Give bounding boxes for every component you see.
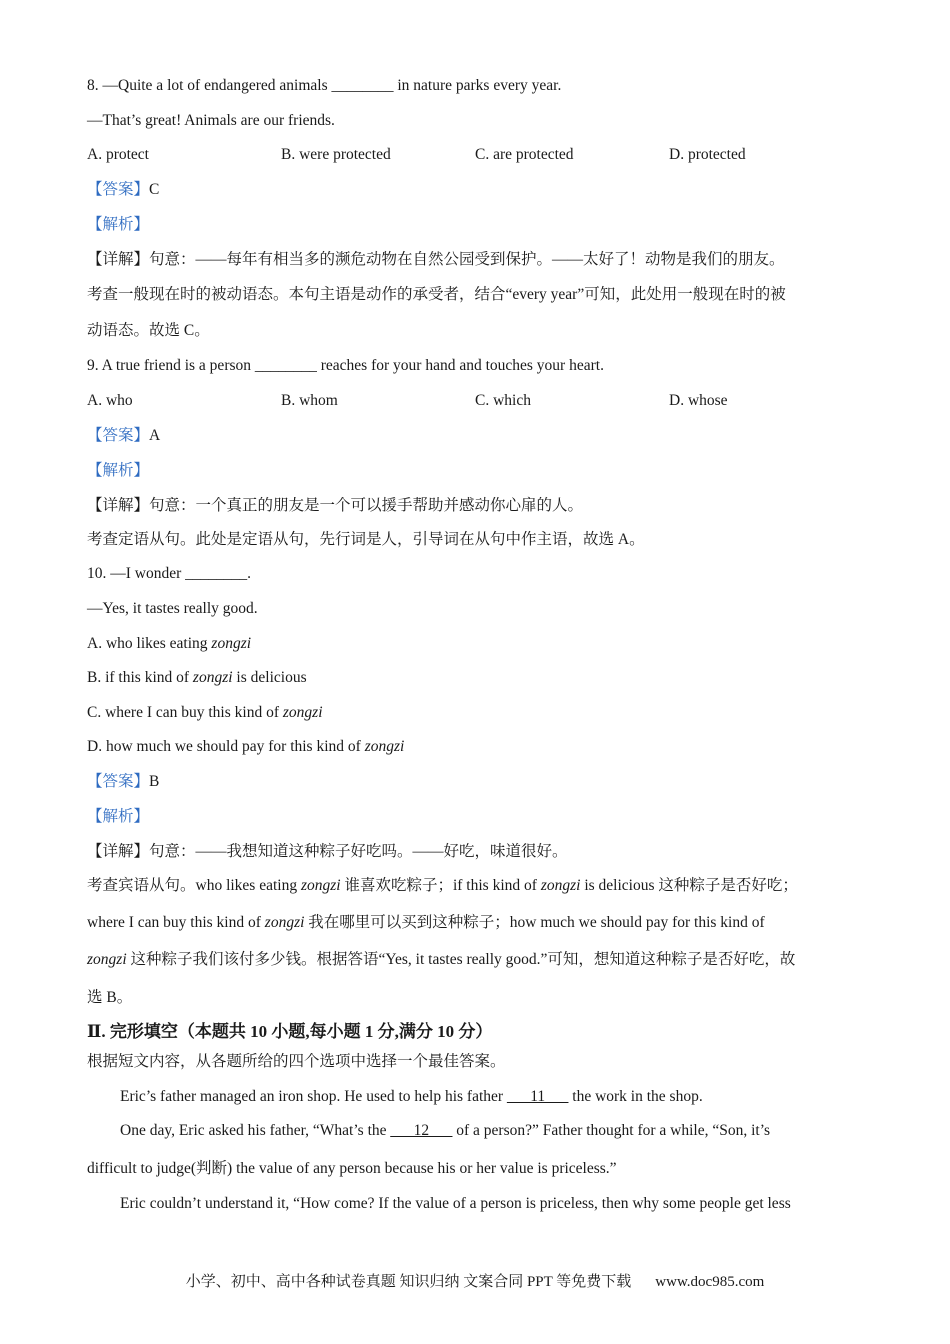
q10-option-d	[87, 737, 404, 757]
q9-stem: 9. A true friend is a person ________ reaches for your hand and touches your heart.	[87, 357, 604, 374]
q9-option-b: B. whom	[281, 392, 338, 409]
passage-text: the work in the shop.	[568, 1088, 703, 1105]
detail-text: 句意：一个真正的朋友是一个可以援手帮助并感动你心扉的人。	[149, 497, 584, 514]
q10-option-c	[87, 703, 323, 723]
option-italic: zongzi	[192, 669, 233, 686]
explain-italic: zongzi	[300, 877, 341, 894]
explain-text: 我在哪里可以买到这种粽子；how much we should pay for this kind of	[304, 914, 765, 931]
q9-answer	[87, 426, 160, 446]
q10-detail	[87, 842, 568, 862]
option-text: is delicious	[232, 669, 307, 686]
q8-option-a: A. protect	[87, 146, 149, 163]
q9-option-c: C. which	[475, 392, 531, 409]
footer-url[interactable]: www.doc985.com	[655, 1274, 765, 1290]
explain-text: where I can buy this kind of	[87, 914, 265, 931]
footer-text: 小学、初中、高中各种试卷真题 知识归纳 文案合同 PPT 等免费下载	[185, 1274, 632, 1290]
q8-analysis-tag: 【解析】	[87, 216, 150, 233]
q9-analysis-tag: 【解析】	[87, 462, 150, 479]
option-text: B. if this kind of	[87, 669, 193, 686]
q8-option-d: D. protected	[669, 146, 746, 163]
passage-text: Eric’s father managed an iron shop. He used to help his father	[120, 1088, 507, 1105]
q10-reply: —Yes, it tastes really good.	[87, 600, 258, 617]
passage-paragraph-2	[120, 1121, 770, 1141]
detail-text: 句意：——每年有相当多的濒危动物在自然公园受到保护。——太好了！动物是我们的朋友。	[149, 251, 785, 268]
explain-text: is delicious 这种粽子是否好吃；	[580, 877, 798, 894]
answer-value: C	[149, 181, 160, 198]
detail-text: 句意：——我想知道这种粽子好吃吗。——好吃，味道很好。	[149, 843, 568, 860]
option-italic: zongzi	[364, 738, 405, 755]
q8-explain-line2: 动语态。故选 C。	[87, 322, 210, 339]
q10-stem: 10. —I wonder ________.	[87, 565, 252, 582]
q9-explain-line1: 考查定语从句。此处是定语从句，先行词是人，引导词在从句中作主语，故选 A。	[87, 531, 645, 548]
q10-explain-line4: 选 B。	[87, 989, 133, 1006]
q10-option-a	[87, 634, 251, 654]
q9-option-d: D. whose	[669, 392, 728, 409]
explain-text: 这种粽子我们该付多少钱。根据答语“Yes, it tastes really good.”可知，想知道这种粽子是否好吃，故	[126, 951, 796, 968]
section-instruction: 根据短文内容，从各题所给的四个选项中选择一个最佳答案。	[87, 1053, 506, 1070]
answer-tag: 【答案】	[87, 427, 150, 444]
section-title: Ⅱ. 完形填空（本题共 10 小题,每小题 1 分,满分 10 分）	[87, 1022, 493, 1041]
blank-12: ___12___	[390, 1122, 453, 1139]
explain-italic: zongzi	[87, 951, 127, 968]
answer-tag: 【答案】	[87, 181, 150, 198]
q8-explain-line1: 考查一般现在时的被动语态。本句主语是动作的承受者，结合“every year”可知，此处用一般现在时的被	[87, 286, 786, 303]
passage-paragraph-3: Eric couldn’t understand it, “How come? If the value of a person is priceless, then why some people get less	[120, 1195, 791, 1212]
option-text: D. how much we should pay for this kind of	[87, 738, 365, 755]
passage-text: One day, Eric asked his father, “What’s the	[120, 1122, 391, 1139]
q8-detail	[87, 250, 785, 270]
q10-option-b	[87, 668, 307, 688]
detail-tag: 【详解】	[87, 497, 150, 514]
q10-analysis-tag: 【解析】	[87, 808, 150, 825]
q8-answer	[87, 180, 159, 200]
q8-option-c: C. are protected	[475, 146, 574, 163]
answer-tag: 【答案】	[87, 773, 150, 790]
passage-text: of a person?” Father thought for a while, “Son, it’s	[452, 1122, 771, 1139]
explain-italic: zongzi	[264, 914, 305, 931]
answer-value: A	[149, 427, 161, 444]
explain-text: 谁喜欢吃粽子；if this kind of	[340, 877, 541, 894]
option-italic: zongzi	[211, 635, 252, 652]
q8-option-b: B. were protected	[281, 146, 391, 163]
passage-paragraph-2-cont: difficult to judge(判断) the value of any person because his or her value is priceless.”	[87, 1160, 617, 1177]
q9-option-a: A. who	[87, 392, 133, 409]
q9-detail	[87, 496, 583, 516]
answer-value: B	[149, 773, 160, 790]
detail-tag: 【详解】	[87, 251, 150, 268]
q10-explain-line2	[87, 913, 765, 933]
explain-text: 考查宾语从句。who likes eating	[87, 877, 301, 894]
q10-explain-line3	[87, 950, 795, 970]
option-text: C. where I can buy this kind of	[87, 704, 283, 721]
q10-answer	[87, 772, 159, 792]
passage-paragraph-1	[120, 1087, 703, 1107]
page-footer	[0, 1270, 950, 1291]
q8-reply: —That’s great! Animals are our friends.	[87, 112, 335, 129]
option-italic: zongzi	[282, 704, 323, 721]
q8-stem: 8. —Quite a lot of endangered animals ________ in nature parks every year.	[87, 77, 562, 94]
option-text: A. who likes eating	[87, 635, 212, 652]
q10-explain-line1	[87, 876, 798, 896]
detail-tag: 【详解】	[87, 843, 150, 860]
explain-italic: zongzi	[540, 877, 581, 894]
blank-11: ___11___	[506, 1088, 569, 1105]
